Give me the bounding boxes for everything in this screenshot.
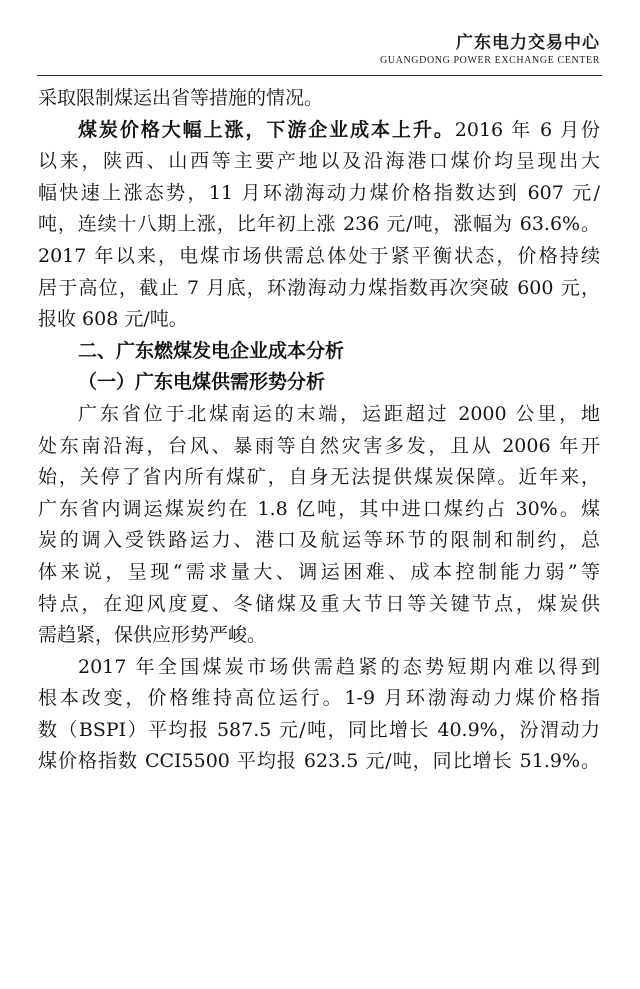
text-line: 2017 年全国煤炭市场供需趋紧的态势短期内难以得到: [78, 655, 600, 678]
text-line: 体来说，呈现“需求量大、调运困难、成本控制能力弱”等: [38, 560, 600, 583]
document-body: [38, 83, 600, 778]
text-line: 2017 年以来，电煤市场供需总体处于紧平衡状态，价格持续: [38, 244, 600, 267]
text-line: 广东省内调运煤炭约在 1.8 亿吨，其中进口煤约占 30%。煤: [38, 497, 600, 520]
paragraph-lead-line: [38, 115, 600, 147]
subsection-heading: （一）广东电煤供需形势分析: [78, 371, 326, 394]
paragraph-lead-bold: 煤炭价格大幅上涨，下游企业成本上升。: [78, 118, 455, 141]
text-line: 特点，在迎风度夏、冬储煤及重大节日等关键节点，煤炭供: [38, 592, 600, 615]
text-line: 煤价格指数 CCI5500 平均报 623.5 元/吨，同比增长 51.9%。: [38, 750, 600, 773]
text-line: 需趋紧，保供应形势严峻。: [38, 624, 267, 647]
text-line: 幅快速上涨态势，11 月环渤海动力煤价格指数达到 607 元/: [38, 181, 600, 204]
text-line: 炭的调入受铁路运力、港口及航运等环节的限制和制约，总: [38, 529, 600, 552]
text-line: 根本改变，价格维持高位运行。1-9 月环渤海动力煤价格指: [38, 687, 600, 710]
text-line: 广东省位于北煤南运的末端，运距超过 2000 公里，地: [78, 402, 600, 425]
section-heading: 二、广东燃煤发电企业成本分析: [78, 339, 345, 362]
header-divider: [37, 75, 602, 76]
text-line: 吨，连续十八期上涨，比年初上涨 236 元/吨，涨幅为 63.6%。: [38, 213, 600, 236]
text-line: 数（BSPI）平均报 587.5 元/吨，同比增长 40.9%，汾渭动力: [38, 718, 600, 741]
text-line: 始，关停了省内所有煤矿，自身无法提供煤炭保障。近年来，: [38, 466, 600, 489]
text-line: 采取限制煤运出省等措施的情况。: [38, 87, 324, 109]
header-org-name-en: GUANGDONG POWER EXCHANGE CENTER: [380, 55, 600, 66]
text-line: 报收 608 元/吨。: [38, 308, 188, 331]
paragraph-lead-rest: 2016 年 6 月份: [454, 118, 600, 141]
text-line: 居于高位，截止 7 月底，环渤海动力煤指数再次突破 600 元，: [38, 276, 600, 299]
text-line: 处东南沿海，台风、暴雨等自然灾害多发，且从 2006 年开: [38, 434, 600, 457]
text-line: 以来，陕西、山西等主要产地以及沿海港口煤价均呈现出大: [38, 150, 600, 173]
header-org-name: 广东电力交易中心: [456, 33, 600, 53]
